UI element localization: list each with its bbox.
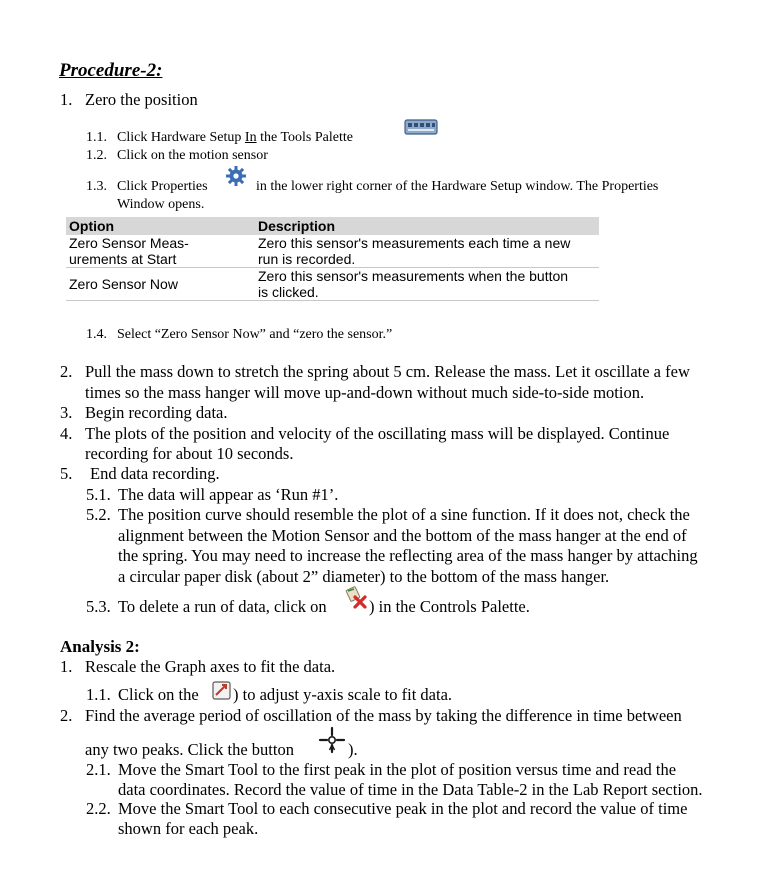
step-5-2-line: The position curve should resemble the plot of a sine function. If it does not, check the xyxy=(118,505,690,524)
step-2-line-2: times so the mass hanger will move up-and-down without much side-to-side motion. xyxy=(85,383,645,402)
step-number: 4. xyxy=(60,424,73,443)
table-header: Description xyxy=(255,217,599,235)
step-number: 2.2. xyxy=(86,799,111,818)
options-table xyxy=(66,217,599,301)
step-1-3-text-c: Window opens. xyxy=(117,197,205,212)
table-header: Option xyxy=(66,217,255,235)
analysis-step-1-1-text-a: Click on the xyxy=(118,685,199,704)
analysis-title: Analysis 2: xyxy=(60,637,140,656)
step-number: 1.4. xyxy=(86,327,107,342)
step-number: 1. xyxy=(60,657,73,676)
properties-gear-icon[interactable] xyxy=(225,165,247,187)
table-cell-option: Zero Sensor Now xyxy=(66,268,255,301)
analysis-step-2-line-2-b: ). xyxy=(348,740,358,759)
table-cell-option: Zero Sensor Meas- urements at Start xyxy=(66,235,255,268)
step-number: 3. xyxy=(60,403,73,422)
step-number: 1.3. xyxy=(86,179,107,194)
analysis-step-2-line-2-a: any two peaks. Click the button xyxy=(85,740,294,759)
table-cell-description: Zero this sensor's measurements each time a new run is recorded. xyxy=(255,235,599,268)
smart-tool-icon[interactable] xyxy=(318,726,346,754)
step-2-line-1: Pull the mass down to stretch the spring about 5 cm. Release the mass. Let it oscillate a few xyxy=(85,362,690,381)
step-number: 1.2. xyxy=(86,148,107,163)
step-1-1-text: Click Hardware Setup In the Tools Palette xyxy=(117,130,353,145)
step-number: 5.3. xyxy=(86,597,111,616)
analysis-step-2-1-line: Move the Smart Tool to the first peak in the plot of position versus time and read the xyxy=(118,760,677,779)
step-5-2-line: a circular paper disk (about 2” diameter) to the bottom of the mass hanger. xyxy=(118,567,610,586)
step-5-text: End data recording. xyxy=(90,464,220,483)
procedure-title: Procedure-2: xyxy=(59,60,163,81)
step-1-4-text: Select “Zero Sensor Now” and “zero the sensor.” xyxy=(117,327,393,342)
step-5-1-text: The data will appear as ‘Run #1’. xyxy=(118,485,339,504)
analysis-step-1-text: Rescale the Graph axes to fit the data. xyxy=(85,657,336,676)
analysis-step-2-1-line: data coordinates. Record the value of time in the Data Table-2 in the Lab Report section. xyxy=(118,780,703,799)
table-row xyxy=(66,235,599,268)
step-number: 5. xyxy=(60,464,73,483)
step-1-3-text-b: in the lower right corner of the Hardware Setup window. The Properties xyxy=(256,179,659,194)
table-row xyxy=(66,268,599,301)
step-5-3-text-b: ) in the Controls Palette. xyxy=(369,597,530,616)
step-1-3-text-a: Click Properties xyxy=(117,179,208,194)
analysis-step-2-line-1: Find the average period of oscillation of the mass by taking the difference in time between xyxy=(85,706,682,725)
step-1-2-text: Click on the motion sensor xyxy=(117,148,268,163)
step-number: 1.1. xyxy=(86,130,107,145)
scale-to-fit-icon[interactable] xyxy=(212,681,232,701)
step-3-text: Begin recording data. xyxy=(85,403,228,422)
step-4-line-2: recording for about 10 seconds. xyxy=(85,444,294,463)
step-number: 5.2. xyxy=(86,505,111,524)
step-5-3-text-a: To delete a run of data, click on xyxy=(118,597,327,616)
analysis-step-1-1-text-b: ) to adjust y-axis scale to fit data. xyxy=(233,685,453,704)
step-4-line-1: The plots of the position and velocity of the oscillating mass will be displayed. Continue xyxy=(85,424,670,443)
step-5-2-line: the spring. You may need to increase the reflecting area of the mass hanger by attaching xyxy=(118,546,698,565)
step-number: 1. xyxy=(60,90,73,109)
hardware-setup-icon[interactable] xyxy=(404,117,440,137)
analysis-step-2-2-line: shown for each peak. xyxy=(118,819,259,838)
step-1-text: Zero the position xyxy=(85,90,198,109)
analysis-step-2-2-line: Move the Smart Tool to each consecutive peak in the plot and record the value of time xyxy=(118,799,688,818)
step-number: 2. xyxy=(60,706,73,725)
step-number: 2.1. xyxy=(86,760,111,779)
step-number: 1.1. xyxy=(86,685,111,704)
table-cell-description: Zero this sensor's measurements when the button is clicked. xyxy=(255,268,599,301)
step-5-2-line: alignment between the Motion Sensor and the bottom of the mass hanger at the end of xyxy=(118,526,687,545)
step-number: 5.1. xyxy=(86,485,111,504)
delete-run-icon[interactable] xyxy=(345,586,369,610)
step-number: 2. xyxy=(60,362,73,381)
